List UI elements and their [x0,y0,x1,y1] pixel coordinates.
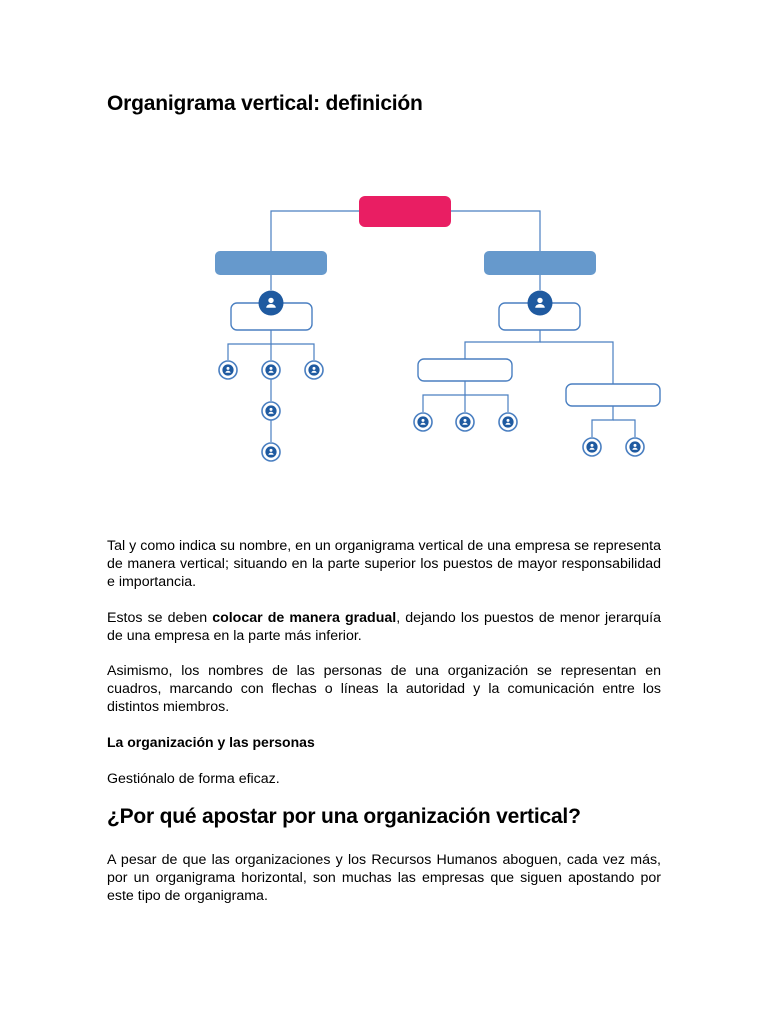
user-icon [456,413,474,431]
user-icon [626,438,644,456]
paragraph-gradual [107,609,661,645]
team-box-middle [418,359,512,381]
paragraph-why-vertical: A pesar de que las organizaciones y los Recursos Humanos aboguen, cada vez más, por un organigrama horizontal, son muchas las empresas que siguen apostando por este tipo de organigrama. [107,852,661,904]
team-box-right [566,384,660,406]
paragraph-representation: Asimismo, los nombres de las personas de una organización se representan en cuadros, marcando con flechas o líneas la autoridad y la comunicación entre los distintos miembros. [107,663,661,715]
paragraph-gradual-bold: colocar de manera gradual [212,610,397,626]
paragraph-manage: Gestiónalo de forma eficaz. [107,771,280,787]
user-icon [262,402,280,420]
user-icon [414,413,432,431]
paragraph-definition: Tal y como indica su nombre, en un organigrama vertical de una empresa se representa de manera vertical; situando en la parte superior los puestos de mayor responsabilidad e importancia. [107,538,661,590]
user-icon [262,443,280,461]
user-icon [262,361,280,379]
user-icon [259,291,284,316]
user-icon [305,361,323,379]
top-position-box [359,196,451,227]
paragraph-gradual-start: Estos se deben [107,610,213,626]
user-icon [583,438,601,456]
department-box-left [215,251,327,275]
section-heading: ¿Por qué apostar por una organización vertical? [107,805,581,828]
user-icon [499,413,517,431]
section-subheading: La organización y las personas [107,734,315,750]
user-icon [528,291,553,316]
paragraph-gradual-end: , dejando los puestos de menor jerarquía de una empresa en la parte más inferior. [107,610,661,644]
page-title: Organigrama vertical: definición [107,92,423,115]
department-box-right [484,251,596,275]
user-icon [219,361,237,379]
